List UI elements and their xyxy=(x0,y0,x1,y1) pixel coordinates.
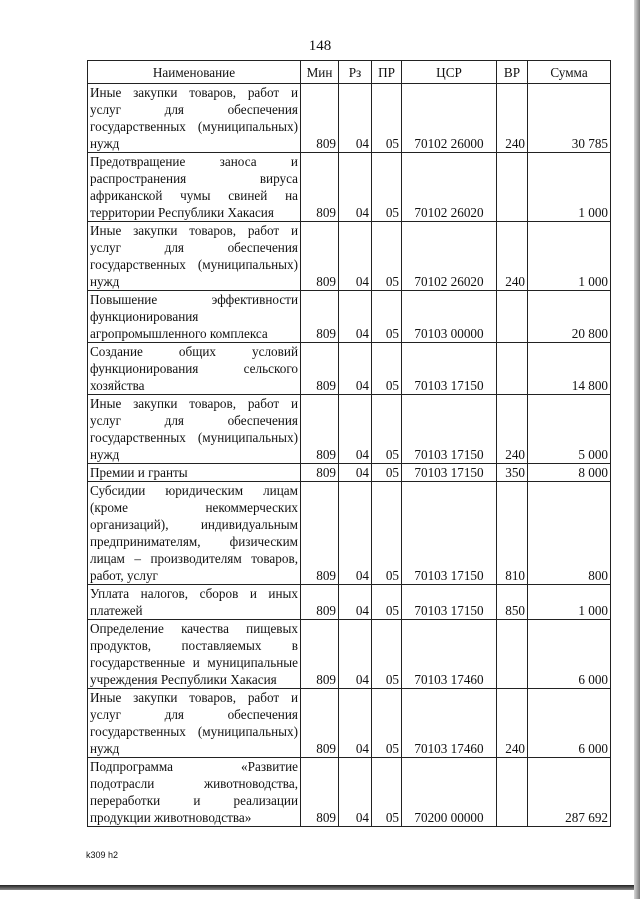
cell-csr: 70102 26000 xyxy=(402,84,497,153)
header-min: Мин xyxy=(301,61,339,84)
cell-rz: 04 xyxy=(339,395,372,464)
cell-vr xyxy=(497,291,528,343)
cell-sum: 1 000 xyxy=(528,585,611,620)
cell-name: Подпрограмма «Развитие подотрасли животноводства, переработки и реализации продукции животноводства» xyxy=(88,758,301,827)
cell-sum: 6 000 xyxy=(528,620,611,689)
cell-pr: 05 xyxy=(372,291,402,343)
header-name: Наименование xyxy=(88,61,301,84)
cell-rz: 04 xyxy=(339,343,372,395)
footer-code: k309 h2 xyxy=(86,850,119,860)
cell-sum: 5 000 xyxy=(528,395,611,464)
cell-vr: 810 xyxy=(497,482,528,585)
cell-csr: 70102 26020 xyxy=(402,153,497,222)
cell-name: Иные закупки товаров, работ и услуг для обеспечения государственных (муниципальных) нужд xyxy=(88,689,301,758)
cell-csr: 70102 26020 xyxy=(402,222,497,291)
cell-sum: 30 785 xyxy=(528,84,611,153)
scan-edge-shadow xyxy=(634,0,640,899)
cell-sum: 1 000 xyxy=(528,153,611,222)
cell-rz: 04 xyxy=(339,84,372,153)
cell-min: 809 xyxy=(301,395,339,464)
cell-rz: 04 xyxy=(339,464,372,482)
cell-name: Субсидии юридическим лицам (кроме некоммерческих организаций), индивидуальным предпринимателям, физическим лицам – производителям товаров, работ, услуг xyxy=(88,482,301,585)
cell-min: 809 xyxy=(301,222,339,291)
cell-min: 809 xyxy=(301,84,339,153)
cell-vr: 350 xyxy=(497,464,528,482)
cell-vr: 240 xyxy=(497,689,528,758)
cell-vr xyxy=(497,153,528,222)
cell-pr: 05 xyxy=(372,620,402,689)
cell-min: 809 xyxy=(301,585,339,620)
cell-pr: 05 xyxy=(372,222,402,291)
cell-name: Предотвращение заноса и распространения вируса африканской чумы свиней на территории Республики Хакасия xyxy=(88,153,301,222)
cell-pr: 05 xyxy=(372,395,402,464)
cell-csr: 70103 17150 xyxy=(402,482,497,585)
cell-min: 809 xyxy=(301,464,339,482)
cell-min: 809 xyxy=(301,343,339,395)
cell-pr: 05 xyxy=(372,464,402,482)
cell-min: 809 xyxy=(301,620,339,689)
table-row xyxy=(88,395,611,464)
cell-name: Иные закупки товаров, работ и услуг для обеспечения государственных (муниципальных) нужд xyxy=(88,395,301,464)
cell-name: Иные закупки товаров, работ и услуг для обеспечения государственных (муниципальных) нужд xyxy=(88,222,301,291)
cell-pr: 05 xyxy=(372,758,402,827)
cell-rz: 04 xyxy=(339,482,372,585)
cell-name: Создание общих условий функционирования сельского хозяйства xyxy=(88,343,301,395)
cell-name: Повышение эффективности функционирования агропромышленного комплекса xyxy=(88,291,301,343)
cell-name: Уплата налогов, сборов и иных платежей xyxy=(88,585,301,620)
cell-vr: 850 xyxy=(497,585,528,620)
scan-bottom-bar xyxy=(0,885,634,890)
cell-rz: 04 xyxy=(339,222,372,291)
table-row xyxy=(88,689,611,758)
cell-min: 809 xyxy=(301,153,339,222)
cell-vr: 240 xyxy=(497,84,528,153)
cell-name: Иные закупки товаров, работ и услуг для обеспечения государственных (муниципальных) нужд xyxy=(88,84,301,153)
cell-pr: 05 xyxy=(372,343,402,395)
cell-sum: 800 xyxy=(528,482,611,585)
table-row xyxy=(88,464,611,482)
cell-rz: 04 xyxy=(339,291,372,343)
cell-csr: 70103 17150 xyxy=(402,464,497,482)
cell-sum: 20 800 xyxy=(528,291,611,343)
cell-rz: 04 xyxy=(339,153,372,222)
cell-pr: 05 xyxy=(372,689,402,758)
cell-vr xyxy=(497,758,528,827)
header-row xyxy=(88,61,611,84)
cell-min: 809 xyxy=(301,689,339,758)
table-row xyxy=(88,84,611,153)
table-row xyxy=(88,758,611,827)
cell-pr: 05 xyxy=(372,585,402,620)
table-row xyxy=(88,585,611,620)
cell-csr: 70200 00000 xyxy=(402,758,497,827)
header-sum: Сумма xyxy=(528,61,611,84)
header-rz: Рз xyxy=(339,61,372,84)
cell-csr: 70103 17460 xyxy=(402,689,497,758)
cell-csr: 70103 00000 xyxy=(402,291,497,343)
cell-csr: 70103 17150 xyxy=(402,395,497,464)
cell-pr: 05 xyxy=(372,153,402,222)
cell-csr: 70103 17150 xyxy=(402,585,497,620)
page-number: 148 xyxy=(308,38,332,54)
table-row xyxy=(88,343,611,395)
cell-sum: 14 800 xyxy=(528,343,611,395)
cell-csr: 70103 17460 xyxy=(402,620,497,689)
cell-vr: 240 xyxy=(497,222,528,291)
table-row xyxy=(88,291,611,343)
cell-min: 809 xyxy=(301,291,339,343)
cell-min: 809 xyxy=(301,482,339,585)
cell-sum: 1 000 xyxy=(528,222,611,291)
cell-rz: 04 xyxy=(339,620,372,689)
cell-sum: 6 000 xyxy=(528,689,611,758)
cell-name: Премии и гранты xyxy=(88,464,301,482)
header-pr: ПР xyxy=(372,61,402,84)
cell-rz: 04 xyxy=(339,585,372,620)
cell-sum: 287 692 xyxy=(528,758,611,827)
table-row xyxy=(88,222,611,291)
table-row xyxy=(88,482,611,585)
cell-csr: 70103 17150 xyxy=(402,343,497,395)
table-body xyxy=(88,84,611,827)
cell-min: 809 xyxy=(301,758,339,827)
cell-rz: 04 xyxy=(339,758,372,827)
table-row xyxy=(88,620,611,689)
cell-sum: 8 000 xyxy=(528,464,611,482)
header-csr: ЦСР xyxy=(402,61,497,84)
table-row xyxy=(88,153,611,222)
budget-table xyxy=(87,60,611,827)
cell-pr: 05 xyxy=(372,84,402,153)
header-vr: ВР xyxy=(497,61,528,84)
cell-vr xyxy=(497,620,528,689)
cell-vr: 240 xyxy=(497,395,528,464)
cell-pr: 05 xyxy=(372,482,402,585)
cell-rz: 04 xyxy=(339,689,372,758)
cell-name: Определение качества пищевых продуктов, поставляемых в государственные и муниципальные учреждения Республики Хакасия xyxy=(88,620,301,689)
cell-vr xyxy=(497,343,528,395)
